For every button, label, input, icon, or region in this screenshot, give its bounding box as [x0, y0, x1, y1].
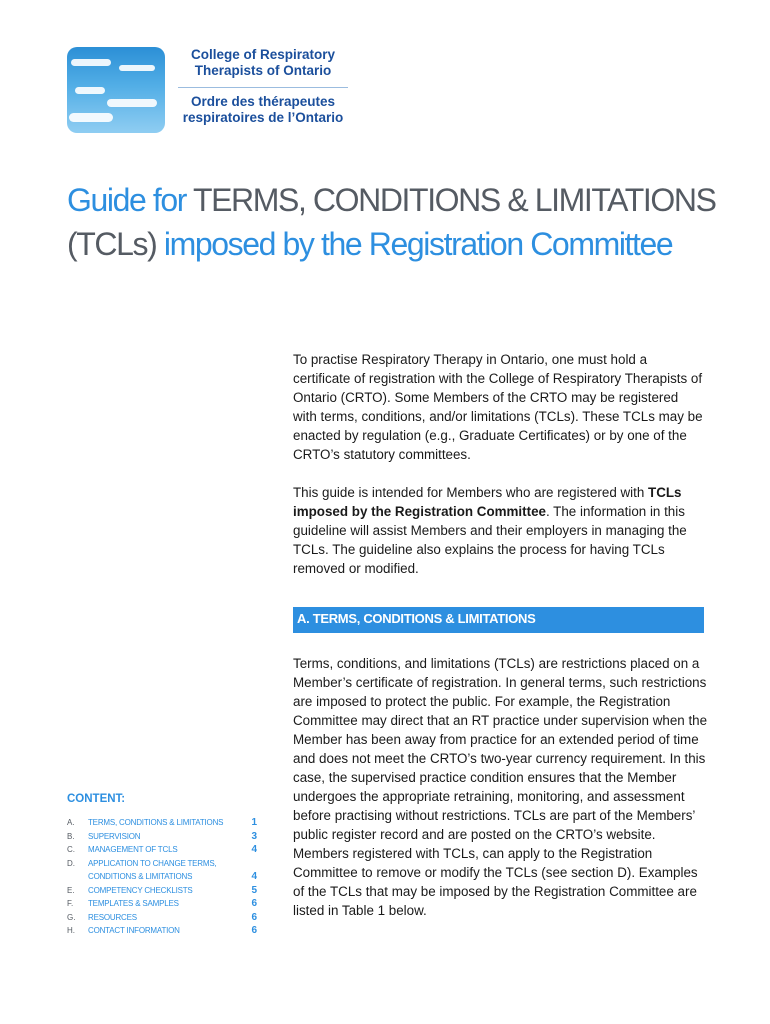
toc-page-number: 6 — [251, 898, 257, 909]
toc-label: RESOURCES — [88, 912, 137, 922]
toc-page-number: 6 — [251, 925, 257, 936]
title-guide-for: Guide for — [67, 182, 193, 218]
intro-text — [293, 350, 705, 597]
toc-page-number: 1 — [251, 817, 257, 828]
logo-wordmark — [178, 47, 348, 126]
toc-page-number: 5 — [251, 884, 257, 896]
intro-p2-end: . The information in this guideline will assist Members and their employers in managing the TCLs. The guideline also explains the process for having TCLs removed or modified. — [293, 504, 687, 576]
toc-letter: F. — [67, 899, 74, 908]
toc-item[interactable] — [67, 830, 257, 844]
toc-page-number: 4 — [251, 871, 257, 882]
toc-letter: C. — [67, 845, 75, 854]
document-title — [67, 178, 727, 266]
logo-english-line1: College of Respiratory — [190, 47, 336, 62]
toc-label: TERMS, CONDITIONS & LIMITATIONS — [88, 818, 224, 827]
section-a-heading: A. TERMS, CONDITIONS & LIMITATIONS — [297, 611, 536, 626]
toc-letter: D. — [67, 858, 75, 868]
table-of-contents — [67, 793, 257, 938]
toc-item[interactable] — [67, 911, 257, 925]
logo-french-line1: Ordre des thérapeutes — [190, 94, 336, 109]
toc-letter: A. — [67, 818, 75, 827]
logo-english-line2: Therapists of Ontario — [194, 63, 332, 78]
toc-label: MANAGEMENT OF TCLS — [88, 845, 178, 854]
toc-letter: B. — [67, 831, 75, 841]
intro-p2-bold: TCLs imposed by the Registration Committee — [293, 485, 682, 519]
toc-heading: CONTENT: — [67, 793, 126, 805]
toc-letter: G. — [67, 912, 76, 922]
sky-logo-icon — [67, 47, 165, 133]
title-tcl-caps: TERMS, CONDITIONS & LIMITATIONS — [192, 182, 716, 218]
toc-page-number: 6 — [251, 911, 257, 923]
logo-french-name — [178, 94, 348, 126]
toc-item[interactable] — [67, 924, 257, 938]
section-a-heading-bar — [293, 607, 704, 633]
section-a-body: Terms, conditions, and limitations (TCLs) are restrictions placed on a Member’s certificate of registration. In general terms, such restrictions are imposed to protect the public. For example, the Registration Committee may direct that an RT practice under supervision when the Member has been away from practice for an extended period of time and does not meet the CRTO’s two-year currency requirement. In this case, the supervised practice condition ensures that the Member undergoes the appropriate retraining, monitoring, and assessment before practising without restrictions. TCLs are part of the Members’ public register record and are posted on the CRTO’s website. Members registered with TCLs, can apply to the Registration Committee to remove or modify the TCLs (see section D). Examples of the TCLs that may be imposed by the Registration Committee are listed in Table 1 below. — [293, 656, 708, 918]
title-tcls-abbrev: (TCLs) — [67, 226, 164, 262]
intro-paragraph-1: To practise Respiratory Therapy in Ontario, one must hold a certificate of registration with the College of Respiratory Therapists of Ontario (CRTO). Some Members of the CRTO may be registered with terms, conditions, and/or limitations (TCLs). These TCLs may be enacted by regulation (e.g., Graduate Certificates) or by one of the CRTO’s statutory committees. — [293, 352, 703, 462]
toc-item[interactable] — [67, 857, 257, 884]
intro-paragraph-2 — [293, 483, 705, 578]
intro-p2-start: This guide is intended for Members who are registered with — [293, 485, 649, 500]
logo-divider — [178, 87, 348, 88]
title-imposed-by: imposed by the Registration Committee — [163, 226, 673, 262]
toc-letter: E. — [67, 885, 75, 895]
toc-item[interactable] — [67, 816, 257, 830]
logo-english-name — [178, 47, 348, 79]
toc-item[interactable] — [67, 843, 257, 857]
crto-logo — [67, 47, 344, 133]
toc-letter: H. — [67, 926, 75, 935]
toc-item[interactable] — [67, 884, 257, 898]
toc-label: APPLICATION TO CHANGE TERMS, CONDITIONS & LIMITATIONS — [88, 858, 217, 881]
toc-label: CONTACT INFORMATION — [88, 926, 180, 935]
toc-page-number: 4 — [251, 844, 257, 855]
toc-label: SUPERVISION — [88, 831, 141, 841]
toc-item[interactable] — [67, 897, 257, 911]
toc-page-number: 3 — [251, 830, 257, 842]
toc-label: COMPETENCY CHECKLISTS — [88, 885, 193, 895]
toc-label: TEMPLATES & SAMPLES — [88, 899, 179, 908]
logo-french-line2: respiratoires de l’Ontario — [182, 110, 344, 125]
